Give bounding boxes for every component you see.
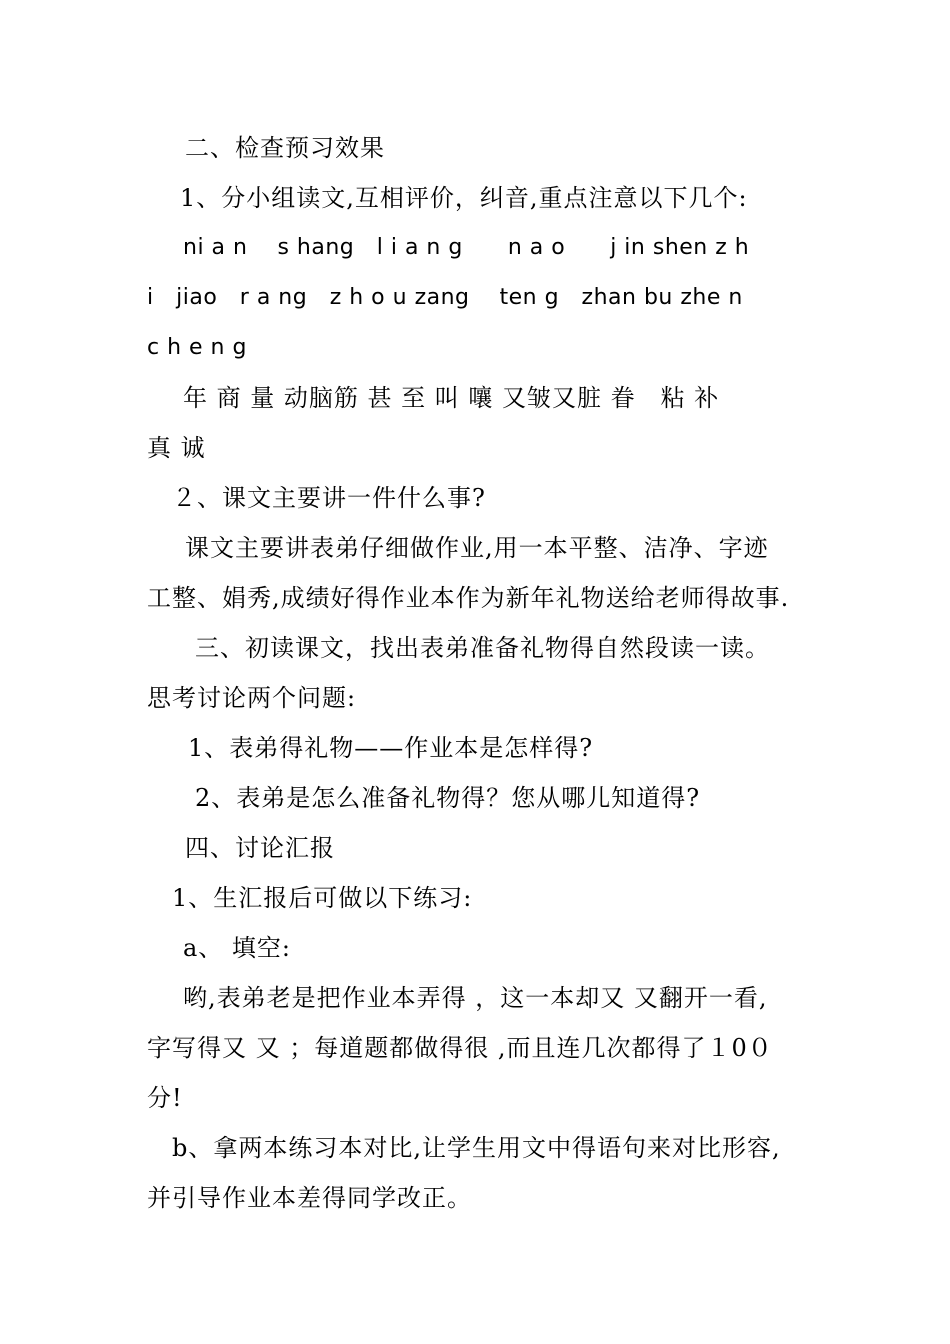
section-heading-discussion: 四、讨论汇报 [185, 834, 335, 862]
exercise-compare-line-1: b、拿两本练习本对比,让学生用文中得语句来对比形容, [172, 1134, 781, 1162]
vocabulary-line-2: 真 诚 [147, 434, 206, 462]
fill-blank-line-2: 字写得又 又 ；每道题都做得很 ,而且连几次都得了１0０ [147, 1034, 773, 1062]
question-preparation: 2、表弟是怎么准备礼物得？您从哪儿知道得? [195, 784, 701, 812]
section-heading-first-reading: 三、初读课文，找出表弟准备礼物得自然段读一读。 [195, 634, 770, 662]
fill-blank-line-1: 哟,表弟老是把作业本弄得 ，这一本却又 又翻开一看, [183, 984, 768, 1012]
pinyin-line-1: ni a n s hang l i a n g n a o j in shen z h [183, 235, 750, 260]
fill-blank-line-3: 分! [147, 1084, 183, 1112]
section-heading-check-preview: 二、检查预习效果 [185, 134, 385, 162]
pinyin-line-2: i jiao r a ng z h o u zang ten g zhan bu zhe n [147, 285, 743, 310]
question-gift: 1、表弟得礼物——作业本是怎样得? [188, 734, 594, 762]
exercise-fill-blank: a、 填空: [183, 934, 292, 962]
exercise-intro: 1、生汇报后可做以下练习: [172, 884, 473, 912]
answer-line-1: 课文主要讲表弟仔细做作业,用一本平整、洁净、字迹 [185, 534, 769, 562]
pinyin-line-3: c h e n g [147, 335, 247, 360]
discussion-intro: 思考讨论两个问题: [147, 684, 357, 712]
vocabulary-line-1: 年 商 量 动脑筋 甚 至 叫 嚷 又皱又脏 眷 粘 补 [183, 384, 720, 412]
exercise-compare-line-2: 并引导作业本差得同学改正。 [147, 1184, 472, 1212]
question-main-story: ２、课文主要讲一件什么事? [172, 484, 486, 512]
answer-line-2: 工整、娟秀,成绩好得作业本作为新年礼物送给老师得故事. [147, 584, 790, 612]
task-group-reading: 1、分小组读文,互相评价，纠音,重点注意以下几个: [180, 184, 748, 212]
